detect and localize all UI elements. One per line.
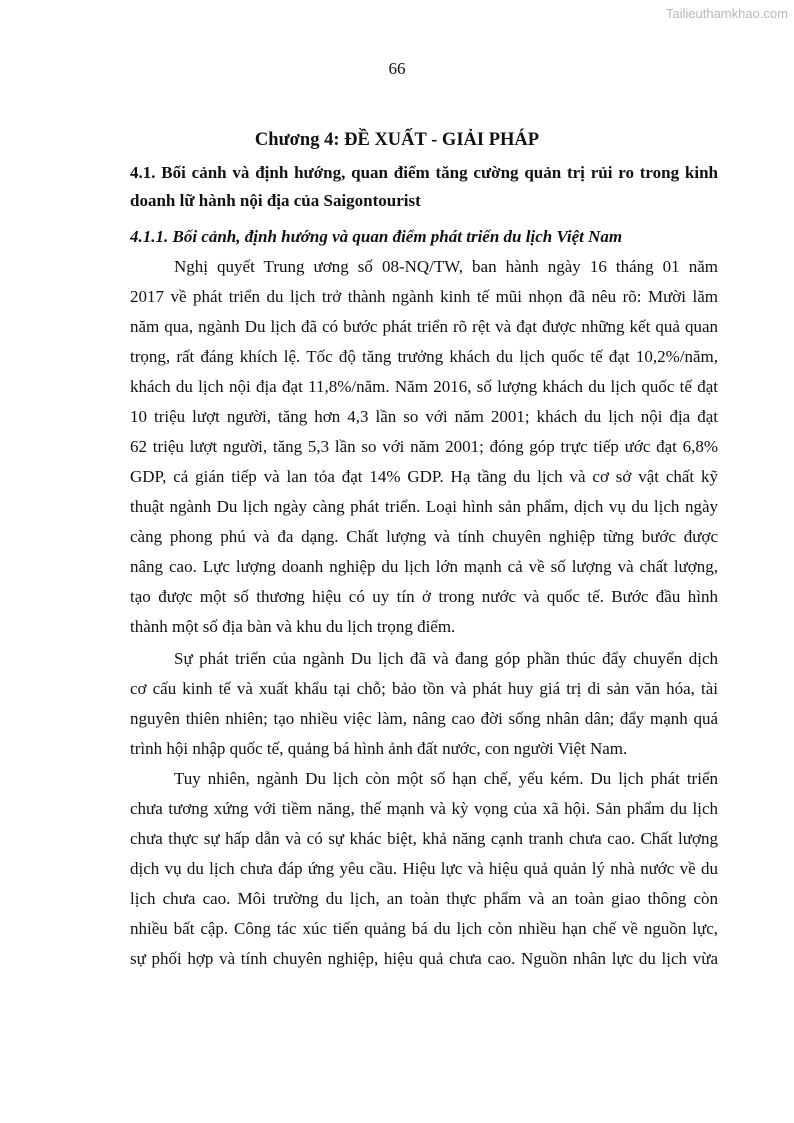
section-heading-line: 4.1. Bối cảnh và định hướng, quan điểm tăng cường quản trị rủi ro trong kinh <box>130 163 718 182</box>
paragraph-line: Tuy nhiên, ngành Du lịch còn một số hạn chế, yếu kém. Du lịch phát triển <box>174 769 718 788</box>
paragraph-line: nhiều bất cập. Công tác xúc tiến quảng bá du lịch còn nhiều hạn chế về nguồn lực, <box>130 919 718 938</box>
paragraph-line: Sự phát triển của ngành Du lịch đã và đang góp phần thúc đẩy chuyển dịch <box>174 649 718 668</box>
paragraph-line: năm qua, ngành Du lịch đã có bước phát triển rõ rệt và đạt được những kết quả quan <box>130 317 718 336</box>
paragraph-line: nâng cao. Lực lượng doanh nghiệp du lịch lớn mạnh cả về số lượng và chất lượng, <box>130 557 718 576</box>
paragraph-line: khách du lịch nội địa đạt 11,8%/năm. Năm 2016, số lượng khách du lịch quốc tế đạt <box>130 377 718 396</box>
paragraph-line: cơ cấu kinh tế và xuất khẩu tại chỗ; bảo tồn và phát huy giá trị di sản văn hóa, tài <box>130 679 718 698</box>
paragraph-line: chưa tương xứng với tiềm năng, thế mạnh và kỳ vọng của xã hội. Sản phẩm du lịch <box>130 799 718 818</box>
paragraph-line: nguyên thiên nhiên; tạo nhiều việc làm, nâng cao đời sống nhân dân; đẩy mạnh quá <box>130 709 718 728</box>
watermark: Tailieuthamkhao.com <box>665 6 788 21</box>
paragraph-line: Nghị quyết Trung ương số 08-NQ/TW, ban hành ngày 16 tháng 01 năm <box>174 257 718 276</box>
paragraph-line: thành một số địa bàn và khu du lịch trọng điểm. <box>130 617 456 636</box>
paragraph-line: thuật ngành Du lịch ngày càng phát triển. Loại hình sản phẩm, dịch vụ du lịch ngày <box>130 497 718 516</box>
paragraph-line: 10 triệu lượt người, tăng hơn 4,3 lần so với năm 2001; khách du lịch nội địa đạt <box>130 407 718 426</box>
paragraph-line: 62 triệu lượt người, tăng 5,3 lần so với năm 2001; đóng góp trực tiếp ước đạt 6,8% <box>130 437 718 456</box>
paragraph-line: tạo được một số thương hiệu có uy tín ở trong nước và quốc tế. Bước đầu hình <box>130 587 718 606</box>
paragraph-line: dịch vụ du lịch chưa đáp ứng yêu cầu. Hiệu lực và hiệu quả quản lý nhà nước về du <box>130 859 718 878</box>
subsection-heading: 4.1.1. Bối cảnh, định hướng và quan điểm phát triển du lịch Việt Nam <box>130 227 623 246</box>
paragraph-line: chưa thực sự hấp dẫn và có sự khác biệt, khả năng cạnh tranh chưa cao. Chất lượng <box>130 829 718 848</box>
page-number: 66 <box>388 59 406 78</box>
paragraph-line: càng phong phú và đa dạng. Chất lượng và tính chuyên nghiệp từng bước được <box>130 527 718 546</box>
paragraph-line: sự phối hợp và tính chuyên nghiệp, hiệu quả chưa cao. Nguồn nhân lực du lịch vừa <box>130 949 718 968</box>
paragraph-line: 2017 về phát triển du lịch trở thành ngành kinh tế mũi nhọn đã nêu rõ: Mười lăm <box>130 287 718 306</box>
paragraph-line: lịch chưa cao. Môi trường du lịch, an toàn thực phẩm và an toàn giao thông còn <box>130 889 718 908</box>
section-heading-line: doanh lữ hành nội địa của Saigontourist <box>130 191 421 210</box>
paragraph-line: trình hội nhập quốc tế, quảng bá hình ảnh đất nước, con người Việt Nam. <box>130 739 628 758</box>
paragraph-line: trọng, rất đáng khích lệ. Tốc độ tăng trưởng khách du lịch quốc tế đạt 10,2%/năm, <box>130 347 718 366</box>
chapter-title: Chương 4: ĐỀ XUẤT - GIẢI PHÁP <box>254 130 540 150</box>
paragraph-line: GDP, cả gián tiếp và lan tỏa đạt 14% GDP. Hạ tầng du lịch và cơ sở vật chất kỹ <box>130 467 718 486</box>
